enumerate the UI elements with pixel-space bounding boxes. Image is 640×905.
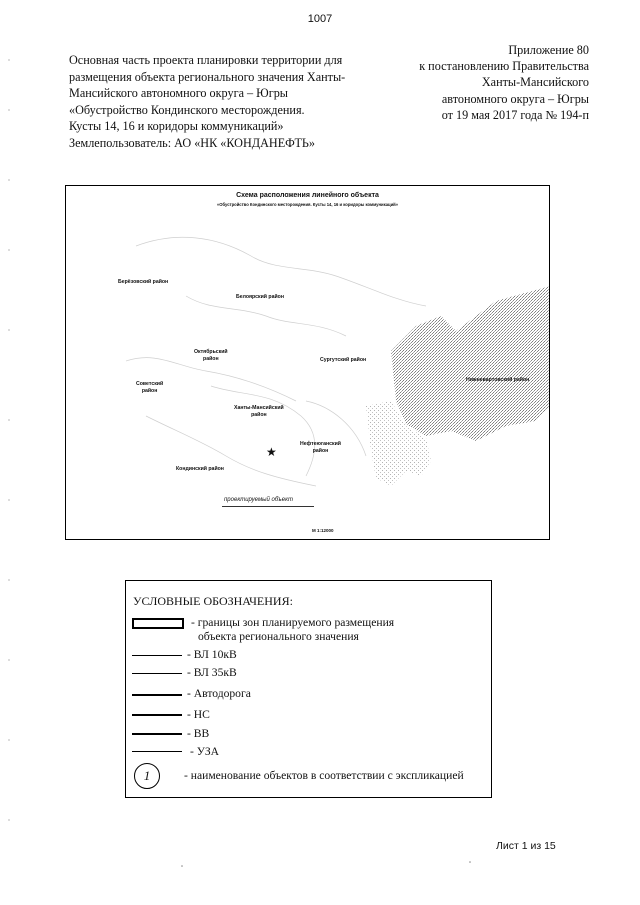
- title-line: Основная часть проекта планировки территории для: [69, 53, 343, 67]
- region-nefteyugansky: Нефтеюганский район: [300, 441, 341, 454]
- legend-ns-text: - НС: [187, 708, 210, 721]
- region-berezovsky: Берёзовский район: [118, 279, 169, 285]
- legend-vv-text: - ВВ: [187, 727, 210, 740]
- appendix-line: автономного округа – Югры: [441, 91, 589, 106]
- document-title-block: [69, 52, 369, 152]
- appendix-number: Приложение 80: [508, 43, 589, 57]
- title-line: Мансийского автономного округа – Югры: [69, 86, 288, 101]
- vv-line-symbol: [132, 733, 182, 735]
- legend-circle-text: - наименование объектов в соответствии с экспликацией: [184, 769, 464, 782]
- vl35-line-symbol: [132, 673, 182, 674]
- object-star-icon: ★: [266, 445, 277, 459]
- legend-title: УСЛОВНЫЕ ОБОЗНАЧЕНИЯ:: [133, 594, 293, 608]
- legend-zone-text-1: - границы зон планируемого размещения: [191, 616, 395, 629]
- region-nizhnevartovsky: Нижневартовский район: [466, 377, 530, 383]
- title-line: «Обустройство Кондинского месторождения.: [69, 102, 305, 117]
- uza-line-symbol: [132, 751, 182, 752]
- appendix-line: к постановлению Правительства: [419, 59, 589, 74]
- region-oktyabrsky: Октябрьский район: [194, 349, 228, 362]
- decree-date: от 19 мая 2017 года № 194-п: [441, 107, 589, 122]
- object-number-circle-icon: 1: [134, 763, 160, 789]
- region-kondinsky: Кондинский район: [176, 466, 224, 472]
- appendix-line: Ханты-Мансийского: [481, 75, 589, 90]
- legend-vl10-text: - ВЛ 10кВ: [187, 648, 237, 661]
- road-line-symbol: [132, 694, 182, 696]
- map-graphic: [66, 186, 550, 540]
- legend-road-text: - Автодорога: [187, 687, 251, 700]
- legend-uza-text: - УЗА: [190, 745, 219, 758]
- title-line: размещения объекта регионального значения Ханты-: [69, 69, 346, 84]
- region-beloyarsky: Белоярский район: [236, 294, 284, 300]
- object-label: проектируемый объект: [224, 497, 293, 503]
- appendix-block: [349, 42, 589, 123]
- title-line: Кусты 14, 16 и коридоры коммуникаций»: [69, 119, 284, 134]
- page-number: 1007: [307, 13, 333, 25]
- legend-vl35-text: - ВЛ 35кВ: [187, 666, 237, 679]
- legend-zone-text-2: объекта регионального значения: [198, 630, 359, 643]
- zone-boundary-symbol: [132, 618, 184, 629]
- region-khanty-mansiysky: Ханты-Мансийский район: [234, 405, 284, 418]
- vl10-line-symbol: [132, 655, 182, 656]
- map-subtitle: «Обустройство Кондинского месторождения. Кусты 14, 16 и коридоры коммуникаций»: [216, 202, 399, 207]
- object-label-underline: [222, 506, 314, 507]
- region-sovetsky: Советский район: [136, 381, 164, 394]
- map-scale: М 1:12000: [312, 528, 334, 533]
- map-title: Схема расположения линейного объекта: [236, 192, 379, 199]
- sheet-number: Лист 1 из 15: [496, 840, 556, 852]
- land-user-line: Землепользователь: АО «НК «КОНДАНЕФТЬ»: [69, 135, 316, 150]
- location-map: [65, 185, 550, 540]
- region-surgutsky: Сургутский район: [320, 357, 367, 363]
- legend: [125, 580, 492, 798]
- ns-line-symbol: [132, 714, 182, 716]
